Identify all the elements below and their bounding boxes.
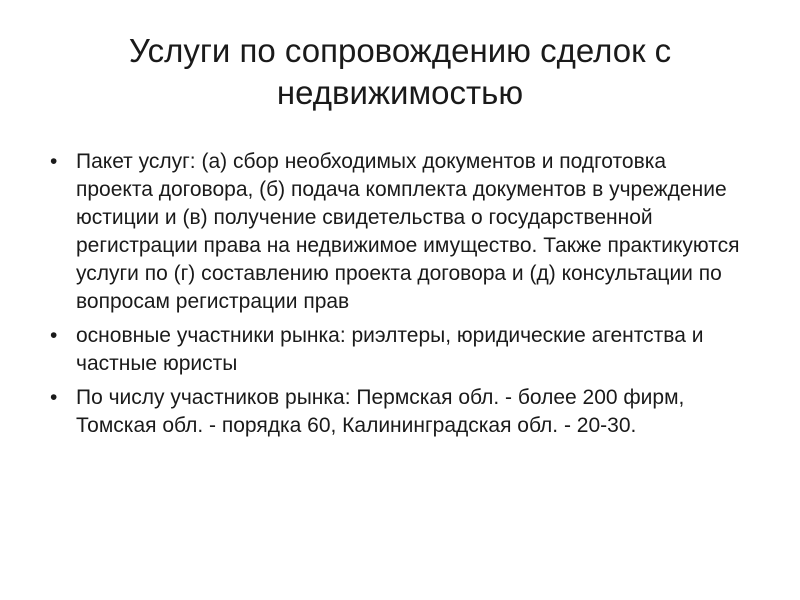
bullet-text: Пакет услуг: (а) сбор необходимых документов и подготовка проекта договора, (б) подача комплекта документов в учреждение юстиции и (в) получение свидетельства о государственной регистрации права на недвижимое имущество. Также практикуются услуги по (г) составлению проекта договора и (д) консультации по вопросам регистрации прав bbox=[76, 150, 740, 313]
bullet-icon: • bbox=[50, 386, 58, 409]
bullet-item-participant-counts bbox=[48, 384, 748, 440]
bullet-text: основные участники рынка: риэлтеры, юридические агентства и частные юристы bbox=[76, 324, 704, 375]
slide-title: Услуги по сопровождению сделок с недвижимостью bbox=[128, 32, 672, 111]
bullet-icon: • bbox=[50, 324, 58, 347]
bullet-list bbox=[48, 148, 748, 446]
bullet-item-market-participants bbox=[48, 322, 748, 378]
bullet-text: По числу участников рынка: Пермская обл. - более 200 фирм, Томская обл. - порядка 60, Калининградская обл. - 20-30. bbox=[76, 386, 685, 437]
bullet-item-service-package bbox=[48, 148, 748, 316]
bullet-icon: • bbox=[50, 150, 58, 173]
